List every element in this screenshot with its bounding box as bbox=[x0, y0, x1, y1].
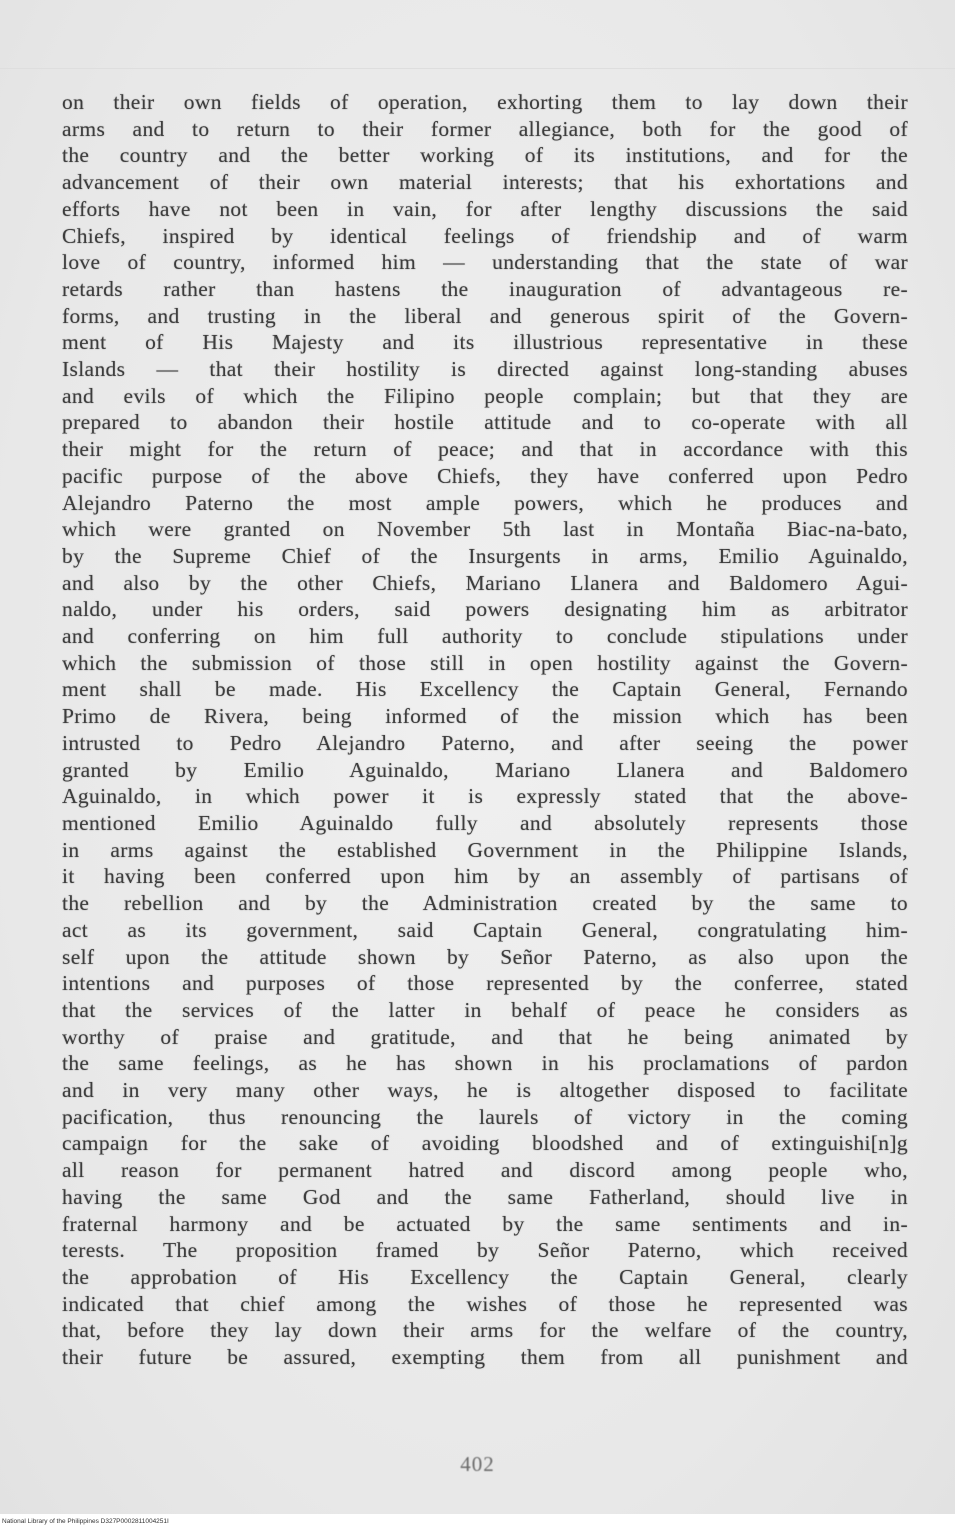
text-line: and conferring on him full authority to conclude stipulations under bbox=[62, 624, 908, 649]
text-line: ment shall be made. His Excellency the Captain General, Fernando bbox=[62, 677, 908, 702]
text-line: terests. The proposition framed by Señor Paterno, which received bbox=[62, 1238, 908, 1263]
text-line: their future be assured, exempting them from all punishment and bbox=[62, 1345, 908, 1370]
text-line: love of country, informed him — understanding that the state of war bbox=[62, 250, 908, 275]
text-line: worthy of praise and gratitude, and that he being animated by bbox=[62, 1024, 908, 1049]
text-line: and also by the other Chiefs, Mariano Llanera and Baldomero Agui- bbox=[62, 570, 908, 595]
text-line: and in very many other ways, he is altogether disposed to facilitate bbox=[62, 1078, 908, 1103]
text-line: ment of His Majesty and its illustrious representative in these bbox=[62, 330, 908, 355]
text-line: pacification, thus renouncing the laurels of victory in the coming bbox=[62, 1104, 908, 1129]
text-line: naldo, under his orders, said powers designating him as arbitrator bbox=[62, 597, 908, 622]
text-line: the same feelings, as he has shown in his proclamations of pardon bbox=[62, 1051, 908, 1076]
text-line: which the submission of those still in open hostility against the Govern- bbox=[62, 650, 908, 675]
text-line: arms and to return to their former allegiance, both for the good of bbox=[62, 116, 908, 141]
text-line: self upon the attitude shown by Señor Paterno, as also upon the bbox=[62, 944, 908, 969]
text-line: fraternal harmony and be actuated by the same sentiments and in- bbox=[62, 1211, 908, 1236]
text-line: prepared to abandon their hostile attitude and to co-operate with all bbox=[62, 410, 908, 435]
text-line: indicated that chief among the wishes of those he represented was bbox=[62, 1291, 908, 1316]
text-line: all reason for permanent hatred and discord among people who, bbox=[62, 1158, 908, 1183]
text-line: having the same God and the same Fatherland, should live in bbox=[62, 1184, 908, 1209]
footer-strip bbox=[0, 1514, 955, 1526]
text-line: which were granted on November 5th last in Montaña Biac-na-bato, bbox=[62, 517, 908, 542]
text-line: the rebellion and by the Administration created by the same to bbox=[62, 891, 908, 916]
text-line: on their own fields of operation, exhorting them to lay down their bbox=[62, 90, 908, 114]
text-line: Aguinaldo, in which power it is expressly stated that the above- bbox=[62, 784, 908, 809]
text-line: efforts have not been in vain, for after lengthy discussions the said bbox=[62, 196, 908, 221]
text-line: mentioned Emilio Aguinaldo fully and absolutely represents those bbox=[62, 810, 908, 835]
text-line: it having been conferred upon him by an assembly of partisans of bbox=[62, 864, 908, 889]
text-line: Primo de Rivera, being informed of the mission which has been bbox=[62, 704, 908, 729]
text-line: the country and the better working of its institutions, and for the bbox=[62, 143, 908, 168]
text-line: retards rather than hastens the inauguration of advantageous re- bbox=[62, 276, 908, 301]
text-line: Islands — that their hostility is directed against long-standing abuses bbox=[62, 357, 908, 382]
text-line: Chiefs, inspired by identical feelings of friendship and of warm bbox=[62, 223, 908, 248]
text-line: forms, and trusting in the liberal and generous spirit of the Govern- bbox=[62, 303, 908, 328]
text-line: intentions and purposes of those represented by the conferree, stated bbox=[62, 971, 908, 996]
text-line: by the Supreme Chief of the Insurgents in arms, Emilio Aguinaldo, bbox=[62, 543, 908, 568]
page-number: 402 bbox=[460, 1452, 495, 1476]
body-text bbox=[62, 89, 908, 1371]
text-line: that, before they lay down their arms for the welfare of the country, bbox=[62, 1318, 908, 1343]
text-line: act as its government, said Captain General, congratulating him- bbox=[62, 917, 908, 942]
text-line: their might for the return of peace; and that in accordance with this bbox=[62, 437, 908, 462]
text-line: the approbation of His Excellency the Captain General, clearly bbox=[62, 1264, 908, 1289]
text-line: in arms against the established Government in the Philippine Islands, bbox=[62, 837, 908, 862]
text-line: that the services of the latter in behalf of peace he considers as bbox=[62, 997, 908, 1022]
text-line: campaign for the sake of avoiding bloodshed and of extinguishi[n]g bbox=[62, 1131, 908, 1156]
text-line: pacific purpose of the above Chiefs, they have conferred upon Pedro bbox=[62, 463, 908, 488]
text-line: intrusted to Pedro Alejandro Paterno, and after seeing the power bbox=[62, 730, 908, 755]
text-line: advancement of their own material interests; that his exhortations and bbox=[62, 170, 908, 195]
text-line: and evils of which the Filipino people complain; but that they are bbox=[62, 383, 908, 408]
text-line: granted by Emilio Aguinaldo, Mariano Llanera and Baldomero bbox=[62, 757, 908, 782]
text-line: Alejandro Paterno the most ample powers, which he produces and bbox=[62, 490, 908, 515]
page-fold-line bbox=[0, 68, 955, 69]
footer-caption: National Library of the Philippines D327P0002811004251I bbox=[2, 1518, 169, 1525]
